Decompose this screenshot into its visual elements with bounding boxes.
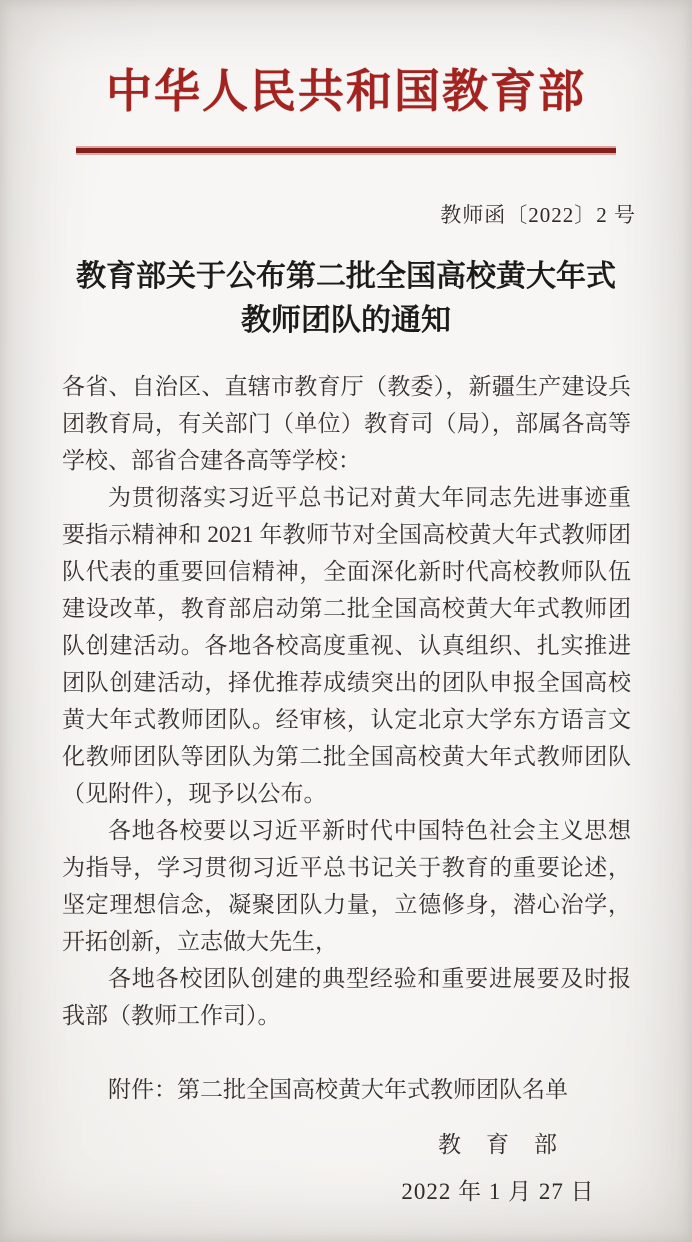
attachment-line: 附件：第二批全国高校黄大年式教师团队名单: [108, 1076, 568, 1102]
document-title: [40, 255, 652, 343]
doc-number: 教师函〔2022〕2 号: [440, 202, 636, 227]
signature-block: [348, 1126, 648, 1206]
body-paragraph-3: 各地各校团队创建的典型经验和重要进展要及时报我部（教师工作司）。: [62, 965, 631, 1028]
body-paragraph-1: 为贯彻落实习近平总书记对黄大年同志先进事迹重要指示精神和 2021 年教师节对全国高校黄大年式教师团队代表的重要回信精神，全面深化新时代高校教师队伍建设改革，教育部启动第二批全国高校黄大年式教师团队创建活动。各地各校高度重视、认真组织、扎实推进团队创建活动，择优推荐成绩突出的团队申报全国高校黄大年式教师团队。经审核，认定北京大学东方语言文化教师团队等团队为第二批全国高校黄大年式教师团队（见附件），现予以公布。: [62, 484, 631, 806]
org-name: 中华人民共和国教育部: [106, 66, 586, 117]
document-body: [0, 368, 692, 1108]
document-title-line2: 教师团队的通知: [241, 303, 451, 337]
issue-date: 2022 年 1 月 27 日: [401, 1179, 595, 1204]
issuer-name: 教 育 部: [438, 1132, 558, 1157]
body-paragraph-2: 各地各校要以习近平新时代中国特色社会主义思想为指导，学习贯彻习近平总书记关于教育的重要论述，坚定理想信念，凝聚团队力量，立德修身，潜心治学，开拓创新，立志做大先生，: [62, 817, 631, 954]
red-divider-line: [76, 146, 616, 155]
letterhead: [0, 62, 692, 155]
document-title-line1: 教育部关于公布第二批全国高校黄大年式: [76, 259, 616, 293]
salutation: 各省、自治区、直辖市教育厅（教委），新疆生产建设兵团教育局，有关部门（单位）教育司（局），部属各高等学校、部省合建各高等学校：: [62, 373, 631, 473]
